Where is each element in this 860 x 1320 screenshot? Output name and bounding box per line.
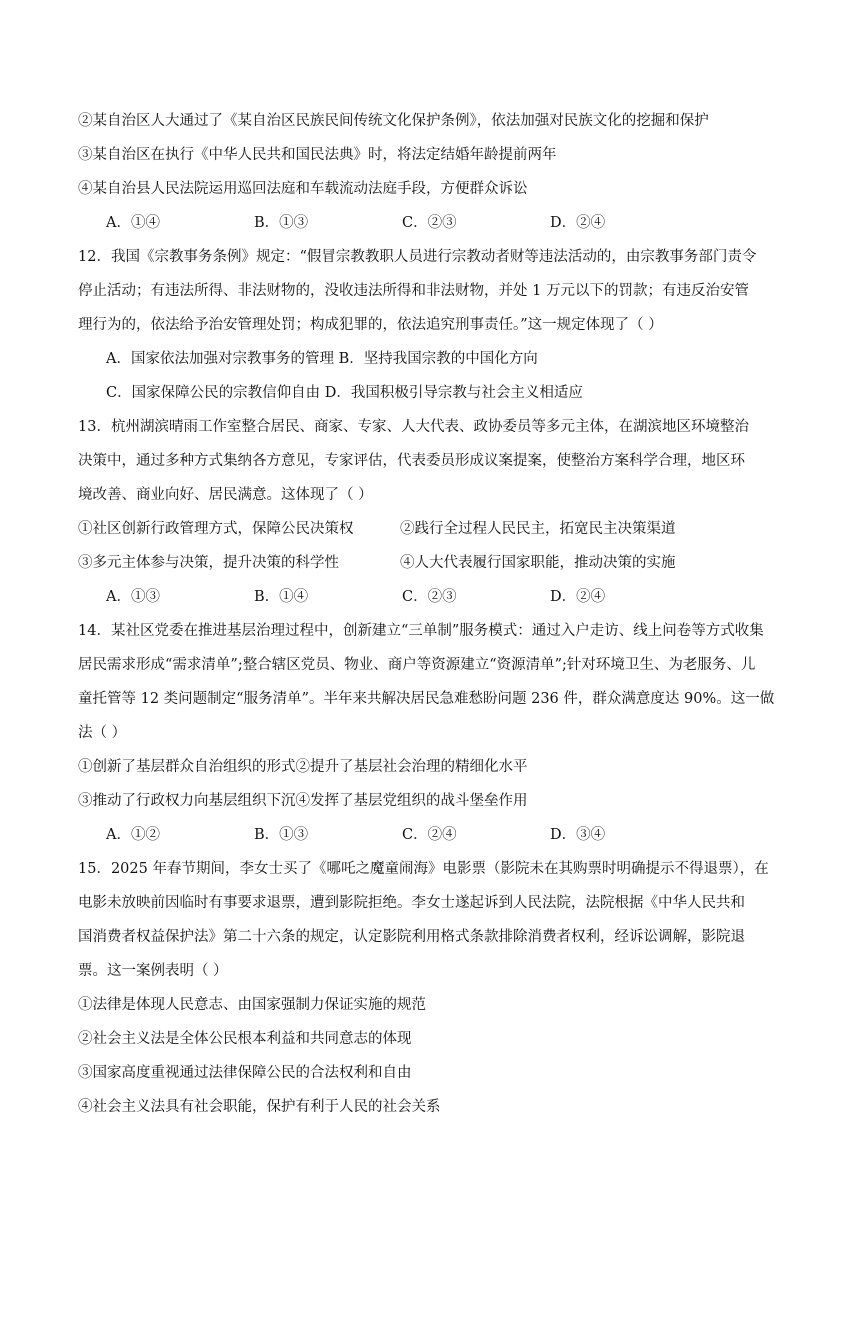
q13-statements-row-1 <box>78 512 790 546</box>
q13-statements-row-2 <box>78 546 790 580</box>
q12-stem-line-1: 12．我国《宗教事务条例》规定：“假冒宗教教职人员进行宗教动者财等违法活动的，由宗教事务部门责令 <box>78 249 757 265</box>
q11-statement-3: ③某自治区在执行《中华人民共和国民法典》时，将法定结婚年龄提前两年 <box>78 147 557 163</box>
q13-statement-4: ④人大代表履行国家职能，推动决策的实施 <box>400 555 676 571</box>
q15-stem-line-1: 15．2025 年春节期间，李女士买了《哪吒之魔童闹海》电影票（影院未在其购票时明确提示不得退票），在 <box>78 861 769 877</box>
q11-statement-2: ②某自治区人大通过了《某自治区民族民间传统文化保护条例》，依法加强对民族文化的挖掘和保护 <box>78 113 709 129</box>
q11-statement-4: ④某自治县人民法院运用巡回法庭和车载流动法庭手段，方便群众诉讼 <box>78 181 528 197</box>
q12-stem-line-3: 理行为的，依法给予治安管理处罚；构成犯罪的，依法追究刑事责任。”这一规定体现了（ ） <box>78 317 663 333</box>
q11-option-c[interactable]: C．②③ <box>402 215 457 231</box>
q12-options-cd[interactable]: C．国家保障公民的宗教信仰自由 D．我国积极引导宗教与社会主义相适应 <box>106 385 583 401</box>
q13-stem-line-2: 决策中，通过多种方式集纳各方意见，专家评估，代表委员形成议案提案，使整治方案科学合理，地区环 <box>78 453 745 469</box>
q13-option-d[interactable]: D．②④ <box>550 589 606 605</box>
q14-stem-line-2: 居民需求形成“需求清单”;整合辖区党员、物业、商户等资源建立“资源清单”;针对环境卫生、为老服务、儿 <box>78 657 756 673</box>
q13-statement-2: ②践行全过程人民民主，拓宽民主决策渠道 <box>400 521 676 537</box>
q13-options <box>78 580 790 614</box>
q11-option-b[interactable]: B．①③ <box>254 215 309 231</box>
q13-statement-3: ③多元主体参与决策，提升决策的科学性 <box>78 555 339 571</box>
q14-stem-line-4: 法（ ） <box>78 725 127 741</box>
q13-option-a[interactable]: A．①③ <box>106 589 160 605</box>
q13-option-b[interactable]: B．①④ <box>254 589 309 605</box>
q13-stem-line-3: 境改善、商业向好、居民满意。这体现了（ ） <box>78 487 373 503</box>
q12-options-ab[interactable]: A．国家依法加强对宗教事务的管理 B．坚持我国宗教的中国化方向 <box>106 351 538 367</box>
q15-statement-3: ③国家高度重视通过法律保障公民的合法权利和自由 <box>78 1065 412 1081</box>
q14-options <box>78 818 790 852</box>
q11-options <box>78 206 790 240</box>
q13-stem-line-1: 13．杭州湖滨晴雨工作室整合居民、商家、专家、人大代表、政协委员等多元主体，在湖滨地区环境整治 <box>78 419 749 435</box>
q13-option-c[interactable]: C．②③ <box>402 589 457 605</box>
q12-stem-line-2: 停止活动；有违法所得、非法财物的，没收违法所得和非法财物，并处 1 万元以下的罚款；有违反治安管 <box>78 283 749 299</box>
q13-statement-1: ①社区创新行政管理方式，保障公民决策权 <box>78 521 354 537</box>
q14-option-b[interactable]: B．①③ <box>254 827 309 843</box>
q11-option-d[interactable]: D．②④ <box>550 215 606 231</box>
q11-option-a[interactable]: A．①④ <box>106 215 160 231</box>
q15-stem-line-3: 国消费者权益保护法》第二十六条的规定，认定影院利用格式条款排除消费者权利，经诉讼调解，影院退 <box>78 929 745 945</box>
q15-stem-line-2: 电影未放映前因临时有事要求退票，遭到影院拒绝。李女士遂起诉到人民法院，法院根据《中华人民共和 <box>78 895 745 911</box>
q15-statement-4: ④社会主义法具有社会职能，保护有利于人民的社会关系 <box>78 1099 441 1115</box>
q14-option-d[interactable]: D．③④ <box>550 827 606 843</box>
q15-statement-2: ②社会主义法是全体公民根本利益和共同意志的体现 <box>78 1031 412 1047</box>
q14-option-c[interactable]: C．②④ <box>402 827 457 843</box>
q14-stem-line-1: 14．某社区党委在推进基层治理过程中，创新建立“三单制”服务模式：通过入户走访、线上问卷等方式收集 <box>78 623 764 639</box>
q14-statements-3-4: ③推动了行政权力向基层组织下沉④发挥了基层党组织的战斗堡垒作用 <box>78 793 528 809</box>
q15-stem-line-4: 票。这一案例表明（ ） <box>78 963 228 979</box>
exam-page <box>0 104 860 1320</box>
q15-statement-1: ①法律是体现人民意志、由国家强制力保证实施的规范 <box>78 997 426 1013</box>
q14-stem-line-3: 童托管等 12 类问题制定“服务清单”。半年来共解决居民急难愁盼问题 236 件，群众满意度达 90%。这一做 <box>78 691 775 707</box>
q14-option-a[interactable]: A．①② <box>106 827 160 843</box>
q14-statements-1-2: ①创新了基层群众自治组织的形式②提升了基层社会治理的精细化水平 <box>78 759 528 775</box>
